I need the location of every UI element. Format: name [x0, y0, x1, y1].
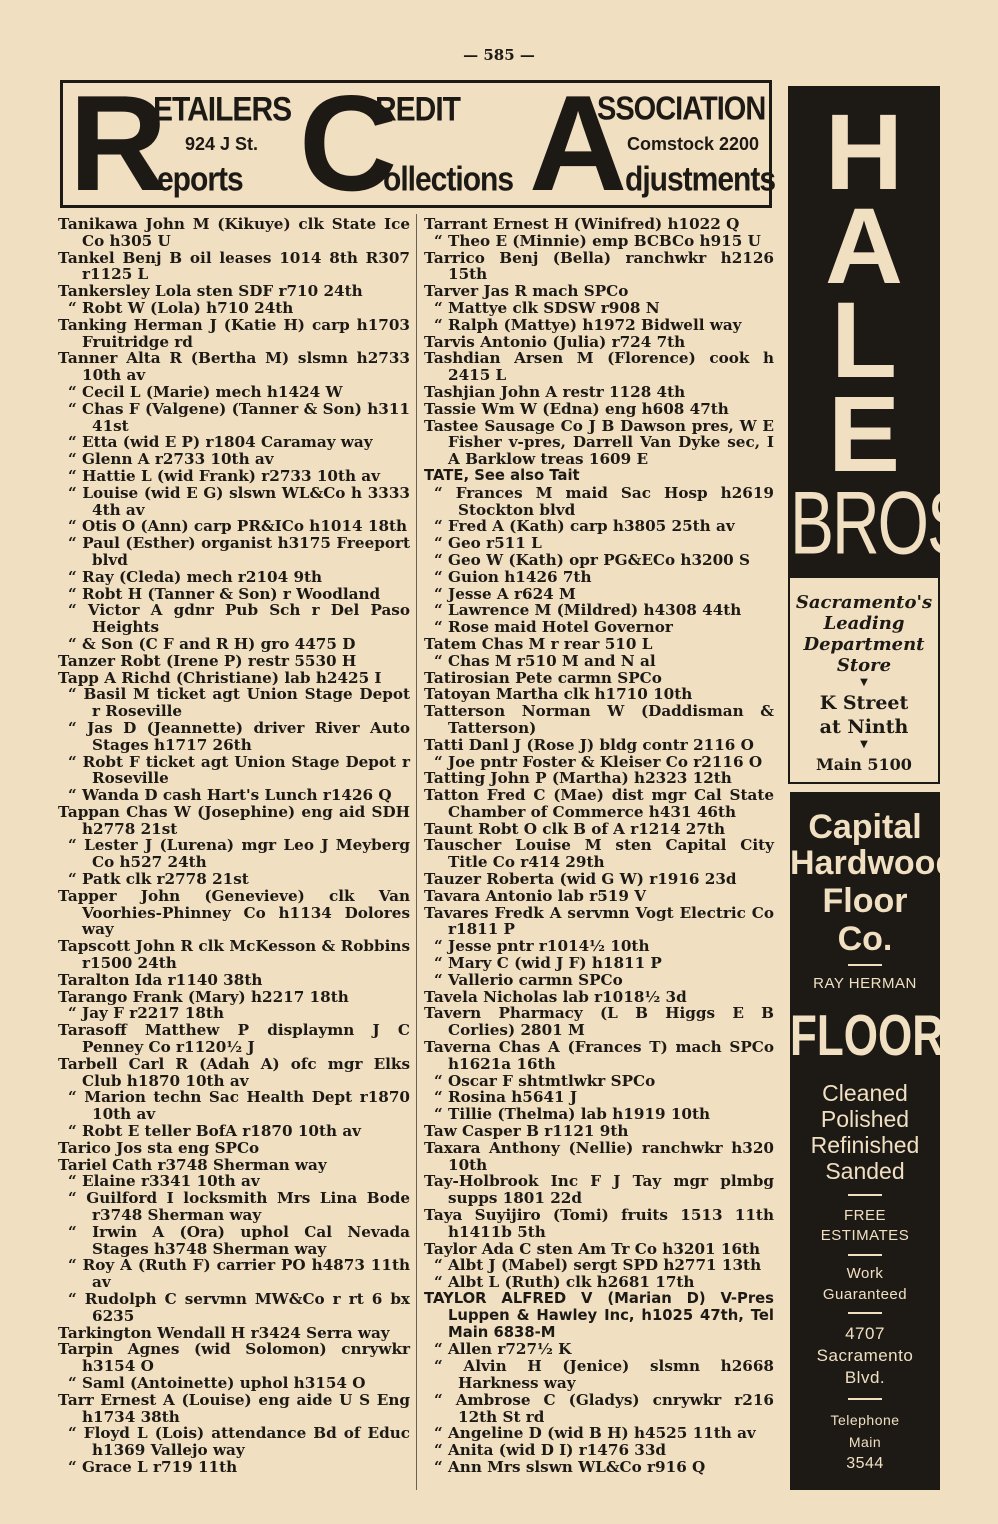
directory-entry: Tarbell Carl R (Adah A) ofc mgr Elks Club h1870 10th av: [58, 1054, 410, 1090]
banner-letter-a: A: [529, 67, 628, 219]
directory-entry: Tarrant Ernest H (Winifred) h1022 Q: [424, 215, 740, 233]
banner-address: 924 J St.: [185, 134, 259, 154]
directory-entry: Tankel Benj B oil leases 1014 8th R307 r1125 L: [58, 248, 410, 284]
directory-entry: Tashjian John A restr 1128 4th: [424, 382, 686, 401]
directory-entry: “ Grace L r719 11th: [68, 1457, 238, 1476]
hale-letter-l: L: [831, 279, 897, 400]
directory-entry: “ Ralph (Mattye) h1972 Bidwell way: [434, 315, 742, 334]
hale-bros-word: BROS.: [790, 472, 986, 573]
directory-entry: TAYLOR ALFRED V (Marian D) V-Pres Luppen & Hawley Inc, h1025 47th, Tel Main 6838-M: [424, 1290, 774, 1341]
directory-entry: “ Otis O (Ann) carp PR&ICo h1014 18th: [68, 517, 408, 536]
directory-entry: Taralton Ida r1140 38th: [58, 970, 263, 989]
directory-entry: Taunt Robt O clk B of A r1214 27th: [424, 819, 725, 838]
directory-entry: “ Fred A (Kath) carp h3805 25th av: [434, 517, 735, 536]
banner-redit: REDIT: [375, 90, 460, 129]
directory-entry: Tauscher Louise M sten Capital City Title Co r414 29th: [424, 836, 774, 872]
chf-work-2: Guaranteed: [822, 1286, 908, 1303]
capital-hardwood-floor-ad: [790, 792, 974, 1490]
directory-entry: Tarasoff Matthew P displaymn J C Penney Co r1120½ J: [58, 1021, 410, 1057]
banner-letter-r: R: [69, 67, 168, 219]
directory-entry: Tavern Pharmacy (L B Higgs E B Corlies) 2801 M: [424, 1004, 774, 1040]
directory-entry: “ Victor A gdnr Pub Sch r Del Paso Heights: [68, 601, 410, 637]
directory-entry: “ Robt H (Tanner & Son) r Woodland: [68, 584, 381, 603]
directory-entry: “ Robt E teller BofA r1870 10th av: [68, 1122, 362, 1141]
directory-entry: Tarkington Wendall H r3424 Serra way: [58, 1323, 390, 1342]
directory-entry: Tanikawa John M (Kikuye) clk State Ice Co h305 U: [58, 215, 410, 250]
directory-entry: “ Joe pntr Foster & Kleiser Co r2116 O: [434, 752, 763, 771]
hale-street-2: at Ninth: [819, 716, 909, 738]
directory-entry: “ Jesse pntr r1014½ 10th: [434, 937, 650, 956]
directory-entry: “ Ambrose C (Gladys) cnrywkr r216 12th St rd: [434, 1390, 774, 1426]
directory-entry: “ Lawrence M (Mildred) h4308 44th: [434, 601, 742, 620]
hale-letter-a: A: [825, 185, 903, 306]
directory-entry: Tarver Jas R mach SPCo: [424, 282, 629, 301]
directory-entry: “ Patk clk r2778 21st: [68, 870, 249, 889]
directory-entry: Tanzer Robt (Irene P) restr 5530 H: [58, 651, 357, 670]
directory-entry: Tastee Sausage Co J B Dawson pres, W E Fisher v-pres, Darrell Van Dyke sec, I A Barklow treas 1609 E: [424, 416, 774, 469]
divider: [848, 964, 882, 966]
directory-entry: Tappan Chas W (Josephine) eng aid SDH h2778 21st: [58, 802, 410, 838]
chf-service-3: Refinished: [810, 1132, 920, 1158]
chf-service-1: Cleaned: [822, 1080, 908, 1106]
directory-entry: “ Angeline D (wid B H) h4525 11th av: [434, 1424, 756, 1443]
directory-entry: Taverna Chas A (Frances T) mach SPCo h1621a 16th: [424, 1038, 774, 1073]
directory-entry: “ Marion techn Sac Health Dept r1870 10th av: [68, 1088, 410, 1124]
directory-entry: Tarrico Benj (Bella) ranchwkr h2126 15th: [424, 248, 774, 284]
directory-entry: “ Jas D (Jeannette) driver River Auto Stages h1717 26th: [68, 718, 410, 754]
directory-entry: “ Geo W (Kath) opr PG&ECo h3200 S: [434, 550, 750, 569]
directory-entry: Tatem Chas M r rear 510 L: [424, 634, 653, 653]
arrow-down-icon: ▼: [860, 739, 868, 750]
directory-entry: “ Irwin A (Ora) uphol Cal Nevada Stages h3748 Sherman way: [68, 1222, 410, 1258]
directory-entry: Tatirosian Pete carmn SPCo: [424, 668, 662, 687]
chf-person: RAY HERMAN: [813, 975, 917, 992]
directory-entry: “ Wanda D cash Hart's Lunch r1426 Q: [68, 786, 392, 805]
directory-entry: Tatterson Norman W (Daddisman & Tatterson): [424, 702, 774, 737]
directory-entry: “ Rosina h5641 J: [434, 1088, 578, 1107]
directory-entry: Tarico Jos sta eng SPCo: [58, 1138, 260, 1157]
banner-ollections: ollections: [383, 160, 514, 199]
directory-entry: “ Roy A (Ruth F) carrier PO h4873 11th av: [68, 1256, 410, 1292]
page-number: — 585 —: [463, 46, 535, 64]
directory-entry: “ Basil M ticket agt Union Stage Depot r Roseville: [68, 685, 410, 721]
directory-entry: “ Hattie L (wid Frank) r2733 10th av: [68, 466, 380, 485]
directory-entry: Tavara Antonio lab r519 V: [424, 886, 646, 905]
directory-entry: “ Oscar F shtmtlwkr SPCo: [434, 1071, 656, 1090]
directory-entry: “ Robt W (Lola) h710 24th: [68, 298, 294, 317]
arrow-down-icon: ▼: [860, 677, 868, 688]
directory-entry: “ Vallerio carmn SPCo: [434, 970, 623, 989]
directory-entry: “ Lester J (Lurena) mgr Leo J Meyberg Co h527 24th: [68, 836, 410, 872]
hale-letter-e: E: [827, 373, 901, 494]
column-divider: [416, 214, 417, 1490]
chf-line-3: Floor: [822, 882, 908, 920]
directory-entry: “ Jay F r2217 18th: [68, 1004, 224, 1023]
chf-tel-2: Main: [848, 1434, 882, 1450]
divider: [848, 1194, 882, 1196]
directory-entry: “ Theo E (Minnie) emp BCBCo h915 U: [434, 231, 761, 250]
directory-entry: “ Elaine r3341 10th av: [68, 1172, 260, 1191]
directory-entry: Taylor Ada C sten Am Tr Co h3201 16th: [424, 1239, 761, 1258]
directory-entry: Tapper John (Genevieve) clk Van Voorhies-Phinney Co h1134 Dolores way: [58, 886, 410, 939]
hale-tagline-1: Sacramento's: [795, 592, 933, 613]
directory-entry: Tatti Danl J (Rose J) bldg contr 2116 O: [424, 735, 754, 754]
directory-entry: Tatting John P (Martha) h2323 12th: [424, 769, 732, 788]
directory-entry: Tay-Holbrook Inc F J Tay mgr plmbg supps 1801 22d: [424, 1172, 774, 1208]
directory-entry: Tatton Fred C (Mae) dist mgr Cal State Chamber of Commerce h431 46th: [424, 786, 774, 821]
directory-entry: “ Tillie (Thelma) lab h1919 10th: [434, 1105, 711, 1124]
directory-entry: Tarvis Antonio (Julia) r724 7th: [424, 332, 686, 351]
directory-entry: “ Ray (Cleda) mech r2104 9th: [68, 567, 323, 586]
directory-entry: “ Chas M r510 M and N al: [434, 651, 656, 670]
directory-entry: Tankersley Lola sten SDF r710 24th: [58, 282, 363, 301]
directory-entry: Tashdian Arsen M (Florence) cook h 2415 L: [424, 349, 774, 385]
directory-entry: “ & Son (C F and R H) gro 4475 D: [68, 634, 356, 653]
directory-entry: Tapp A Richd (Christiane) lab h2425 I: [58, 668, 382, 687]
chf-floors: FLOORS: [790, 1004, 974, 1068]
directory-entry: “ Ann Mrs slswn WL&Co r916 Q: [434, 1457, 706, 1476]
hale-phone: Main 5100: [816, 755, 912, 774]
chf-tel-3: 3544: [846, 1455, 884, 1472]
directory-entry: “ Frances M maid Sac Hosp h2619 Stockton blvd: [434, 483, 774, 519]
chf-free-2: ESTIMATES: [820, 1227, 910, 1244]
directory-entry: “ Mary C (wid J F) h1811 P: [434, 954, 662, 973]
directory-entry: “ Guilford I locksmith Mrs Lina Bode r3748 Sherman way: [68, 1189, 410, 1225]
retailers-credit-association-banner: [60, 67, 776, 219]
banner-etailers: ETAILERS: [153, 90, 292, 129]
chf-free-1: FREE: [843, 1207, 886, 1224]
directory-entry: “ Rudolph C servmn MW&Co r rt 6 bx 6235: [68, 1290, 410, 1325]
directory-entry: “ Alvin H (Jenice) slsmn h2668 Harkness way: [434, 1357, 774, 1392]
directory-column-left: [58, 216, 410, 1476]
directory-entry: “ Albt J (Mabel) sergt SPD h2771 13th: [434, 1256, 762, 1275]
hale-street-1: K Street: [819, 692, 909, 714]
directory-entry: “ Robt F ticket agt Union Stage Depot r Roseville: [68, 752, 410, 788]
banner-eports: eports: [157, 160, 243, 199]
chf-line-1: Capital: [808, 808, 922, 846]
directory-entry: Tariel Cath r3748 Sherman way: [58, 1155, 327, 1174]
directory-entry: “ Allen r727½ K: [434, 1340, 572, 1359]
chf-line-2: Hardwood: [790, 844, 957, 882]
directory-column-middle: [424, 216, 774, 1476]
divider: [848, 1312, 882, 1314]
banner-ssociation: SSOCIATION: [597, 90, 766, 128]
directory-entry: “ Cecil L (Marie) mech h1424 W: [68, 382, 343, 401]
chf-tel-1: Telephone: [830, 1412, 900, 1428]
banner-phone: Comstock 2200: [627, 134, 760, 154]
directory-entry: Tassie Wm W (Edna) eng h608 47th: [424, 399, 729, 418]
chf-work-1: Work: [846, 1265, 884, 1282]
hale-tagline-2: Leading: [823, 613, 905, 634]
directory-entry: Tarango Frank (Mary) h2217 18th: [58, 987, 349, 1006]
directory-entry: “ Rose maid Hotel Governor: [434, 618, 673, 637]
directory-entry: Tatoyan Martha clk h1710 10th: [424, 685, 693, 704]
directory-entry: “ Albt L (Ruth) clk h2681 17th: [434, 1273, 695, 1292]
banner-letter-c: C: [299, 67, 398, 219]
directory-entry: Tarpin Agnes (wid Solomon) cnrywkr h3154 O: [58, 1340, 410, 1376]
chf-service-2: Polished: [820, 1106, 910, 1132]
chf-address-2: Sacramento: [816, 1346, 914, 1365]
directory-entry: Tapscott John R clk McKesson & Robbins r1500 24th: [58, 937, 410, 973]
directory-entry: Tanner Alta R (Bertha M) slsmn h2733 10th av: [58, 349, 410, 385]
hale-tagline-4: Store: [836, 655, 892, 676]
chf-line-4: Co.: [837, 920, 893, 958]
chf-address-3: Blvd.: [844, 1368, 886, 1387]
directory-entry: Tauzer Roberta (wid G W) r1916 23d: [424, 870, 737, 889]
directory-entry: “ Anita (wid D I) r1476 33d: [434, 1441, 667, 1460]
hale-tagline-3: Department: [803, 634, 925, 655]
directory-entry: Taxara Anthony (Nellie) ranchwkr h320 10th: [424, 1138, 774, 1174]
directory-entry: TATE, See also Tait: [424, 466, 580, 484]
chf-service-4: Sanded: [825, 1158, 905, 1184]
hale-letter-h: H: [825, 91, 903, 212]
directory-entry: “ Geo r511 L: [434, 534, 542, 553]
divider: [848, 1398, 882, 1400]
directory-entry: Taw Casper B r1121 9th: [424, 1122, 629, 1141]
directory-entry: “ Floyd L (Lois) attendance Bd of Educ h1369 Vallejo way: [68, 1424, 410, 1460]
directory-entry: Tavela Nicholas lab r1018½ 3d: [424, 987, 687, 1006]
hale-bros-ad: [788, 86, 986, 784]
directory-entry: “ Louise (wid E G) slswn WL&Co h 3333 4th av: [68, 483, 410, 519]
directory-entry: Tavares Fredk A servmn Vogt Electric Co r1811 P: [424, 903, 774, 939]
chf-address-1: 4707: [845, 1324, 885, 1343]
directory-entry: Tanking Herman J (Katie H) carp h1703 Fruitridge rd: [58, 315, 410, 351]
directory-entry: “ Chas F (Valgene) (Tanner & Son) h311 41st: [68, 399, 410, 435]
directory-entry: “ Paul (Esther) organist h3175 Freeport blvd: [68, 534, 410, 569]
banner-djustments: djustments: [625, 160, 776, 199]
divider: [848, 1254, 882, 1256]
directory-entry: “ Glenn A r2733 10th av: [68, 450, 274, 469]
directory-entry: “ Guion h1426 7th: [434, 567, 592, 586]
directory-entry: “ Etta (wid E P) r1804 Caramay way: [68, 433, 373, 452]
directory-entry: Taya Suyijiro (Tomi) fruits 1513 11th h1411b 5th: [424, 1206, 774, 1241]
directory-entry: “ Saml (Antoinette) uphol h3154 O: [68, 1373, 366, 1392]
directory-entry: “ Mattye clk SDSW r908 N: [434, 298, 660, 317]
directory-entry: Tarr Ernest A (Louise) eng aide U S Eng h1734 38th: [58, 1390, 410, 1426]
directory-entry: “ Jesse A r624 M: [434, 584, 576, 603]
